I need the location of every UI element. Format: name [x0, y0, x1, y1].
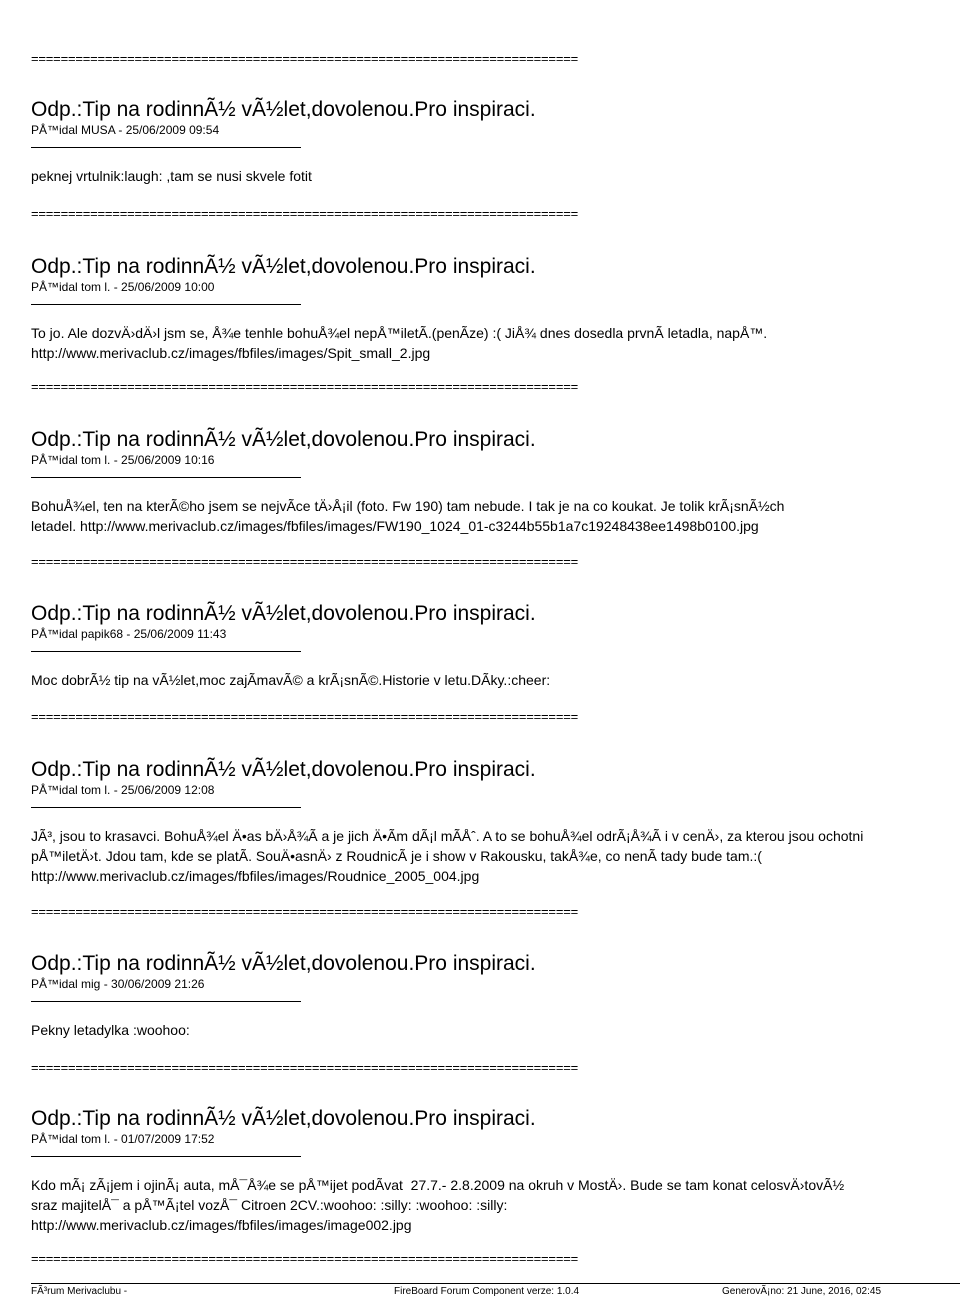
separator-line: ==========================================================================	[31, 905, 578, 919]
post-meta: PÅ™idal papik68 - 25/06/2009 11:43	[31, 627, 227, 641]
post-title: Odp.:Tip na rodinnÃ½ vÃ½let,dovolenou.Pro inspiraci.	[31, 98, 536, 121]
post-title: Odp.:Tip na rodinnÃ½ vÃ½let,dovolenou.Pro inspiraci.	[31, 255, 536, 278]
post-divider	[31, 1156, 301, 1157]
post-body: Kdo mÃ¡ zÃ¡jem i ojinÃ¡ auta, mÅ¯Å¾e se pÅ™ijet podÃvat 27.7.- 2.8.2009 na okruh v MostÄ›. Bude se tam konat celosvÄ›tovÃ½ sraz majitelÅ¯ a pÅ™Ã¡tel vozÅ¯ Citroen 2CV.:woohoo: :silly: :woohoo: :silly: http://www.merivaclub.cz/images/fbfiles/images/image002.jpg	[31, 1177, 845, 1233]
footer-site-name: FÃ³rum Merivaclubu -	[31, 1286, 128, 1297]
post-meta: PÅ™idal tom l. - 25/06/2009 10:16	[31, 453, 215, 467]
post-body: Moc dobrÃ½ tip na vÃ½let,moc zajÃmavÃ© a krÃ¡snÃ©.Historie v letu.DÃky.:cheer:	[31, 672, 551, 688]
post-body: BohuÅ¾el, ten na kterÃ©ho jsem se nejvÃce tÄ›Å¡il (foto. Fw 190) tam nebude. I tak je na co koukat. Je tolik krÃ¡snÃ½ch letadel. http://www.merivaclub.cz/images/fbfiles/images/FW190_1024_01-c3244b55b1a7c19248438ee1498b0100.jpg	[31, 498, 785, 534]
footer-component-version: FireBoard Forum Component verze: 1.0.4	[394, 1286, 580, 1297]
post-meta: PÅ™idal MUSA - 25/06/2009 09:54	[31, 123, 220, 137]
post-body: Pekny letadylka :woohoo:	[31, 1022, 190, 1038]
post-title: Odp.:Tip na rodinnÃ½ vÃ½let,dovolenou.Pro inspiraci.	[31, 758, 536, 781]
post-divider	[31, 807, 301, 808]
post-divider	[31, 304, 301, 305]
forum-post	[31, 255, 960, 363]
forum-post	[31, 98, 960, 186]
post-title: Odp.:Tip na rodinnÃ½ vÃ½let,dovolenou.Pro inspiraci.	[31, 1107, 536, 1130]
post-divider	[31, 651, 301, 652]
separator-line: ==========================================================================	[31, 555, 578, 569]
post-divider	[31, 147, 301, 148]
post-body: peknej vrtulnik:laugh: ,tam se nusi skvele fotit	[31, 168, 312, 184]
page-footer	[31, 1283, 960, 1298]
separator-line: ==========================================================================	[31, 1252, 578, 1266]
footer-generated-date: GenerovÃ¡no: 21 June, 2016, 02:45	[722, 1286, 882, 1297]
post-body: To jo. Ale dozvÄ›dÄ›l jsm se, Å¾e tenhle bohuÅ¾el nepÅ™iletÃ.(penÃze) :( JiÅ¾ dnes dosedla prvnÃ letadla, napÅ™. http://www.merivaclub.cz/images/fbfiles/images/Spit_small_2.jpg	[31, 325, 768, 361]
separator-line: ==========================================================================	[31, 380, 578, 394]
separator-line: ==========================================================================	[31, 207, 578, 221]
post-title: Odp.:Tip na rodinnÃ½ vÃ½let,dovolenou.Pro inspiraci.	[31, 428, 536, 451]
post-divider	[31, 477, 301, 478]
separator-line: ==========================================================================	[31, 52, 578, 66]
forum-post	[31, 1107, 960, 1235]
forum-post	[31, 952, 960, 1040]
separator-line: ==========================================================================	[31, 1061, 578, 1075]
post-meta: PÅ™idal tom l. - 25/06/2009 10:00	[31, 280, 215, 294]
post-meta: PÅ™idal mig - 30/06/2009 21:26	[31, 977, 205, 991]
forum-post	[31, 428, 960, 536]
post-meta: PÅ™idal tom l. - 01/07/2009 17:52	[31, 1132, 215, 1146]
separator-line: ==========================================================================	[31, 710, 578, 724]
forum-post	[31, 602, 960, 690]
post-body: JÃ³, jsou to krasavci. BohuÅ¾el Ä•as bÄ›Å¾Ã a je jich Ä•Ãm dÃ¡l mÃÅˆ. A to se bohuÅ¾el odrÃ¡Å¾Ã i v cenÄ›, za kterou jsou ochotni pÅ™iletÄ›t. Jdou tam, kde se platÃ. SouÄ•asnÄ› z RoudnicÃ je i show v Rakousku, takÅ¾e, co nenÃ tady bude tam.:( http://www.merivaclub.cz/images/fbfiles/images/Roudnice_2005_004.jpg	[31, 828, 864, 884]
forum-post	[31, 758, 960, 886]
post-title: Odp.:Tip na rodinnÃ½ vÃ½let,dovolenou.Pro inspiraci.	[31, 602, 536, 625]
post-title: Odp.:Tip na rodinnÃ½ vÃ½let,dovolenou.Pro inspiraci.	[31, 952, 536, 975]
post-meta: PÅ™idal tom l. - 25/06/2009 12:08	[31, 783, 215, 797]
post-divider	[31, 1001, 301, 1002]
